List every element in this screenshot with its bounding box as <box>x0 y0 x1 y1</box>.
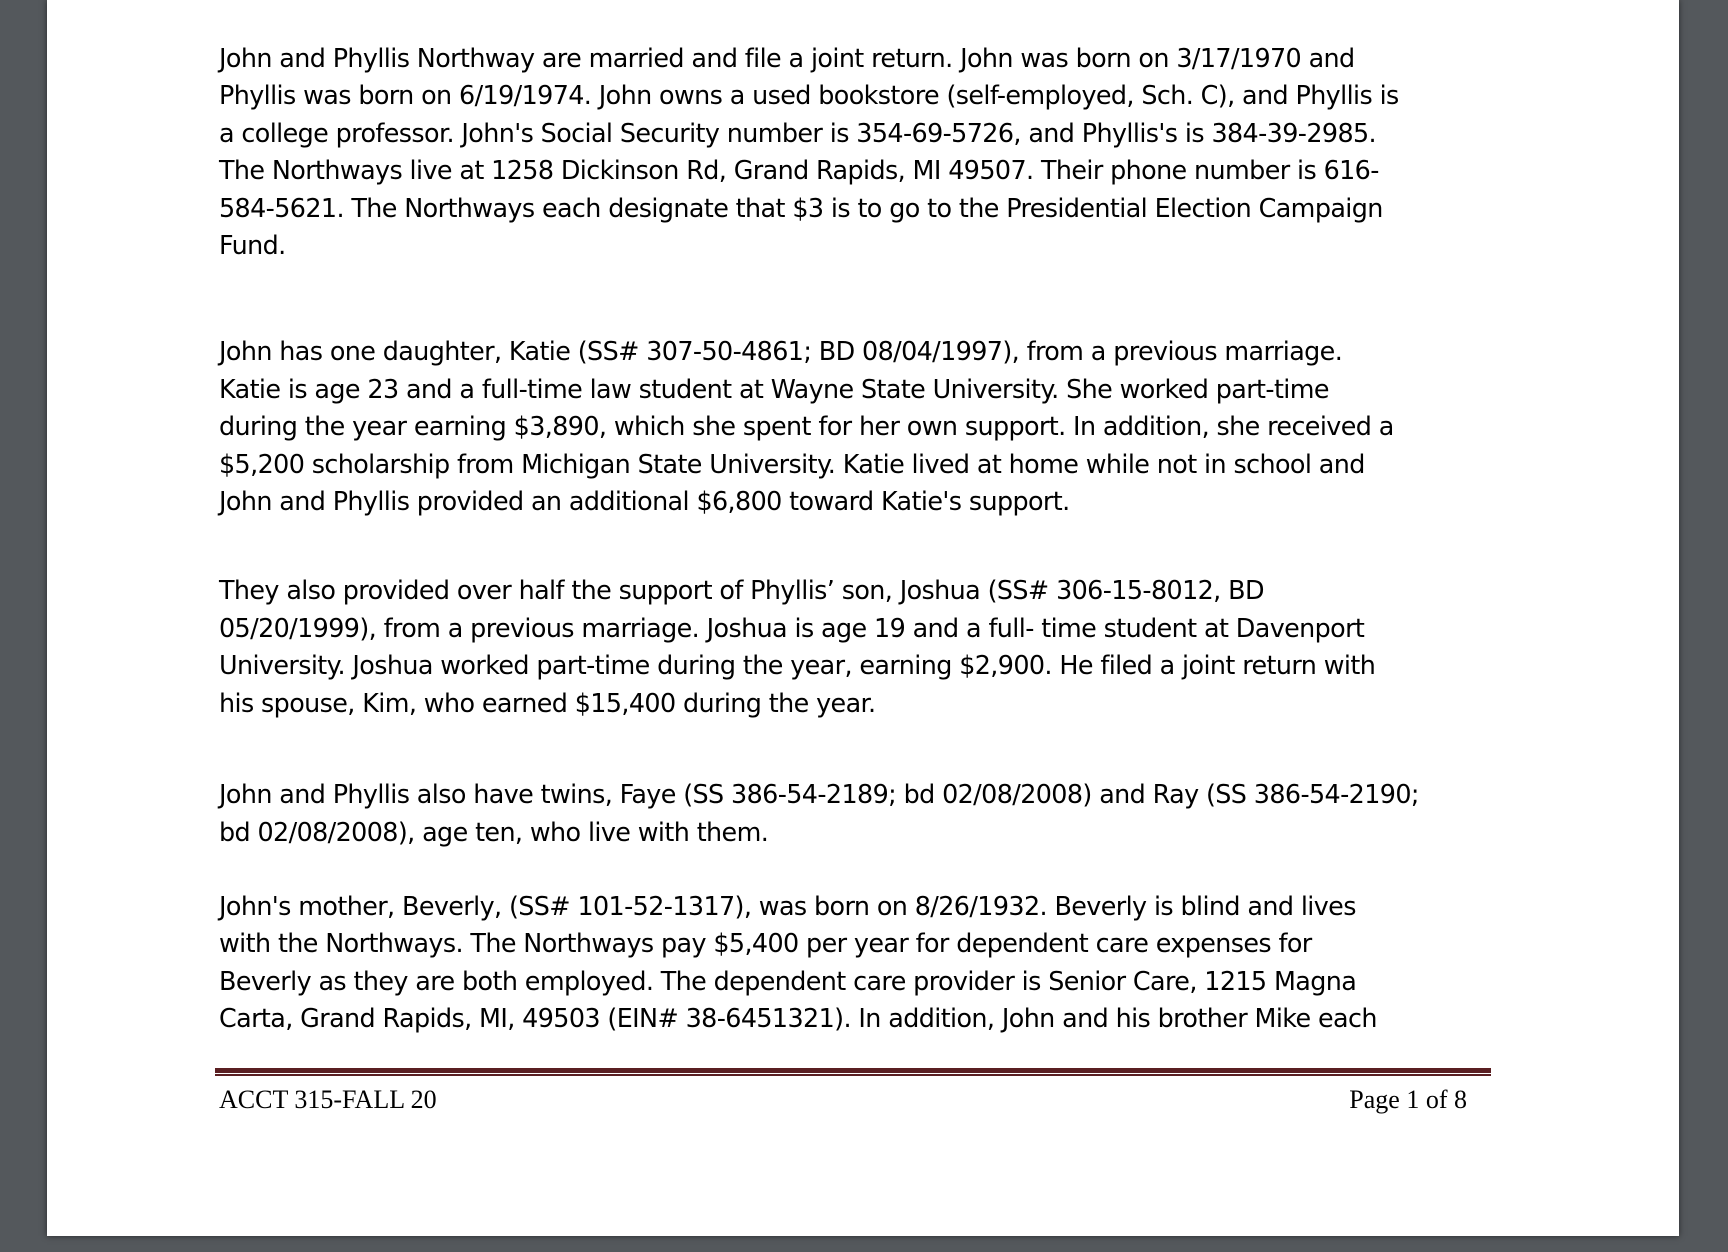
paragraph-mother-beverly <box>219 888 1539 1038</box>
text-line: John's mother, Beverly, (SS# 101-52-1317), was born on 8/26/1932. Beverly is blind and lives <box>219 890 1356 921</box>
paragraph-twins <box>219 776 1539 851</box>
footer-course-label: ACCT 315-FALL 20 <box>219 1085 437 1114</box>
text-line: Katie is age 23 and a full-time law student at Wayne State University. She worked part-time <box>219 373 1329 404</box>
text-line: John and Phyllis provided an additional $6,800 toward Katie's support. <box>219 486 1070 517</box>
text-line: 05/20/1999), from a previous marriage. Joshua is age 19 and a full- time student at Davenport <box>219 612 1365 643</box>
text-line: They also provided over half the support of Phyllis’ son, Joshua (SS# 306-15-8012, BD <box>219 575 1264 606</box>
document-page <box>47 0 1679 1236</box>
footer-divider <box>215 1068 1491 1076</box>
footer-page-number: Page 1 of 8 <box>1349 1085 1467 1114</box>
text-line: The Northways live at 1258 Dickinson Rd, Grand Rapids, MI 49507. Their phone number is 616- <box>219 155 1379 186</box>
text-line: during the year earning $3,890, which she spent for her own support. In addition, she received a <box>219 411 1394 442</box>
text-line: Fund. <box>219 230 286 261</box>
document-body <box>219 40 1539 1038</box>
text-line: Phyllis was born on 6/19/1974. John owns a used bookstore (self-employed, Sch. C), and Phyllis is <box>219 80 1399 111</box>
text-line: his spouse, Kim, who earned $15,400 during the year. <box>219 687 876 718</box>
text-line: 584-5621. The Northways each designate that $3 is to go to the Presidential Election Campaign <box>219 192 1383 223</box>
text-line: Beverly as they are both employed. The dependent care provider is Senior Care, 1215 Magna <box>219 965 1357 996</box>
text-line: a college professor. John's Social Security number is 354-69-5726, and Phyllis's is 384-39-2985. <box>219 117 1377 148</box>
paragraph-taxpayers <box>219 40 1539 264</box>
text-line: John and Phyllis Northway are married and file a joint return. John was born on 3/17/1970 and <box>219 43 1355 73</box>
text-line: $5,200 scholarship from Michigan State University. Katie lived at home while not in school and <box>219 448 1365 479</box>
paragraph-daughter-katie <box>219 333 1539 520</box>
footer-divider-thick <box>215 1068 1491 1073</box>
text-line: bd 02/08/2008), age ten, who live with them. <box>219 816 769 847</box>
text-line: University. Joshua worked part-time during the year, earning $2,900. He filed a joint return with <box>219 650 1376 681</box>
text-line: Carta, Grand Rapids, MI, 49503 (EIN# 38-6451321). In addition, John and his brother Mike each <box>219 1003 1377 1034</box>
text-line: John has one daughter, Katie (SS# 307-50-4861; BD 08/04/1997), from a previous marriage. <box>219 336 1343 367</box>
paragraph-son-joshua <box>219 572 1539 722</box>
text-line: John and Phyllis also have twins, Faye (SS 386-54-2189; bd 02/08/2008) and Ray (SS 386-54-2190; <box>219 779 1419 810</box>
text-line: with the Northways. The Northways pay $5,400 per year for dependent care expenses for <box>219 928 1312 959</box>
footer-divider-thin <box>215 1074 1491 1076</box>
